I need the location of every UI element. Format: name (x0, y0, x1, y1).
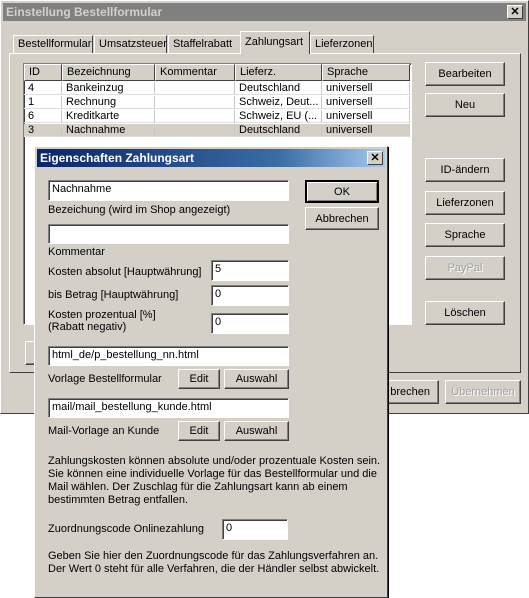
template-label: Vorlage Bestellformular (48, 373, 162, 385)
table-cell-lieferz: Schweiz, Deut... (235, 96, 322, 109)
mail-edit-button[interactable]: Edit (178, 421, 220, 441)
table-cell-sprache: universell (322, 124, 410, 137)
tab-lieferzonen[interactable]: Lieferzonen (310, 35, 374, 53)
col-header-kommentar[interactable]: Kommentar (155, 64, 235, 81)
code-info-text (48, 550, 384, 576)
col-header-bezeichnung[interactable]: Bezeichnung (62, 64, 155, 81)
dialog-close-icon[interactable]: ✕ (367, 151, 383, 165)
cost-percent-sublabel: (Rabatt negativ) (48, 321, 127, 333)
ok-button[interactable]: OK (305, 180, 379, 203)
table-cell-bezeichnung: Rechnung (62, 96, 155, 109)
table-cell-id: 4 (24, 82, 62, 95)
table-cell-bezeichnung: Kreditkarte (62, 110, 155, 123)
table-cell-bezeichnung: Bankeinzug (62, 82, 155, 95)
tab-zahlungsart[interactable]: Zahlungsart (240, 31, 310, 54)
table-cell-lieferz: Deutschland (235, 124, 322, 137)
col-header-id[interactable]: ID (24, 64, 62, 81)
code-info-line: Der Wert 0 steht für alle Verfahren, die der Händler selbst abwickelt. (48, 563, 380, 575)
comment-label: Kommentar (48, 246, 105, 258)
table-cell-id: 1 (24, 96, 62, 109)
col-header-lieferz[interactable]: Lieferz. (235, 64, 322, 81)
info-line: Sie können eine individuelle Vorlage für das Bestellformular und die (48, 468, 377, 480)
table-row-selected[interactable] (24, 124, 412, 137)
info-line: Zahlungskosten können absolute und/oder prozentuale Kosten sein. (48, 455, 381, 467)
comment-input[interactable] (48, 224, 289, 244)
template-path-input[interactable]: html_de/p_bestellung_nn.html (48, 346, 289, 366)
table-cell-kommentar (155, 124, 235, 137)
info-line: bestimmten Betrag entfallen. (48, 494, 189, 506)
cost-percent-input[interactable]: 0 (211, 313, 289, 334)
table-row[interactable] (24, 110, 412, 123)
main-window-title: Einstellung Bestellformular (6, 5, 163, 19)
dialog-title-bar[interactable] (37, 149, 385, 167)
col-header-sprache[interactable]: Sprache (322, 64, 410, 81)
online-code-label: Zuordnungscode Onlinezahlung (48, 523, 204, 535)
table-cell-id: 3 (24, 124, 62, 137)
payment-properties-dialog (34, 146, 388, 598)
uebernehmen-button[interactable]: Übernehmen (445, 380, 521, 404)
info-line: Mail wählen. Der Zuschlag für die Zahlungsart kann ab einem (48, 481, 348, 493)
template-edit-button[interactable]: Edit (178, 369, 220, 389)
id-aendern-button[interactable]: ID-ändern (425, 158, 505, 182)
neu-button[interactable]: Neu (425, 93, 505, 117)
abbrechen-button[interactable]: brechen (361, 380, 439, 404)
sprache-button[interactable]: Sprache (425, 223, 505, 247)
name-input[interactable]: Nachnahme (48, 180, 289, 201)
online-code-input[interactable]: 0 (222, 519, 288, 540)
table-cell-bezeichnung: Nachnahme (62, 124, 155, 137)
table-row[interactable] (24, 82, 412, 95)
table-cell-sprache: universell (322, 110, 410, 123)
cost-percent-label: Kosten prozentual [%] (48, 309, 156, 321)
main-close-icon[interactable]: ✕ (507, 5, 523, 19)
table-row[interactable] (24, 96, 412, 109)
main-title-bar[interactable] (3, 3, 526, 21)
info-text (48, 455, 384, 507)
mail-template-label: Mail-Vorlage an Kunde (48, 425, 160, 437)
lieferzonen-button[interactable]: Lieferzonen (425, 191, 505, 215)
bis-betrag-input[interactable]: 0 (211, 285, 289, 306)
table-cell-lieferz: Schweiz, EU (... (235, 110, 322, 123)
cost-absolute-label: Kosten absolut [Hauptwährung] (48, 266, 202, 278)
table-cell-kommentar (155, 110, 235, 123)
tab-umsatzsteuer[interactable]: Umsatzsteuer (94, 35, 167, 53)
code-info-line: Geben Sie hier den Zuordnungscode für das Zahlungsverfahren an. (48, 550, 379, 562)
dialog-title: Eigenschaften Zahlungsart (40, 151, 195, 165)
tab-staffelrabatt[interactable]: Staffelrabatt (168, 35, 241, 53)
mail-auswahl-button[interactable]: Auswahl (224, 421, 289, 441)
table-cell-sprache: universell (322, 96, 410, 109)
name-label: Bezeichung (wird im Shop angezeigt) (48, 204, 231, 216)
dialog-cancel-button[interactable]: Abbrechen (305, 207, 379, 230)
paypal-button[interactable]: PayPal (425, 256, 505, 280)
mail-template-input[interactable]: mail/mail_bestellung_kunde.html (48, 398, 289, 418)
bis-betrag-label: bis Betrag [Hauptwährung] (48, 289, 179, 301)
tab-bestellformular[interactable]: Bestellformular (13, 35, 93, 53)
loeschen-button[interactable]: Löschen (425, 301, 505, 325)
table-cell-kommentar (155, 82, 235, 95)
table-cell-kommentar (155, 96, 235, 109)
template-auswahl-button[interactable]: Auswahl (224, 369, 289, 389)
table-cell-sprache: universell (322, 82, 410, 95)
table-cell-id: 6 (24, 110, 62, 123)
cost-absolute-input[interactable]: 5 (211, 260, 289, 281)
table-cell-lieferz: Deutschland (235, 82, 322, 95)
bearbeiten-button[interactable]: Bearbeiten (425, 62, 505, 86)
